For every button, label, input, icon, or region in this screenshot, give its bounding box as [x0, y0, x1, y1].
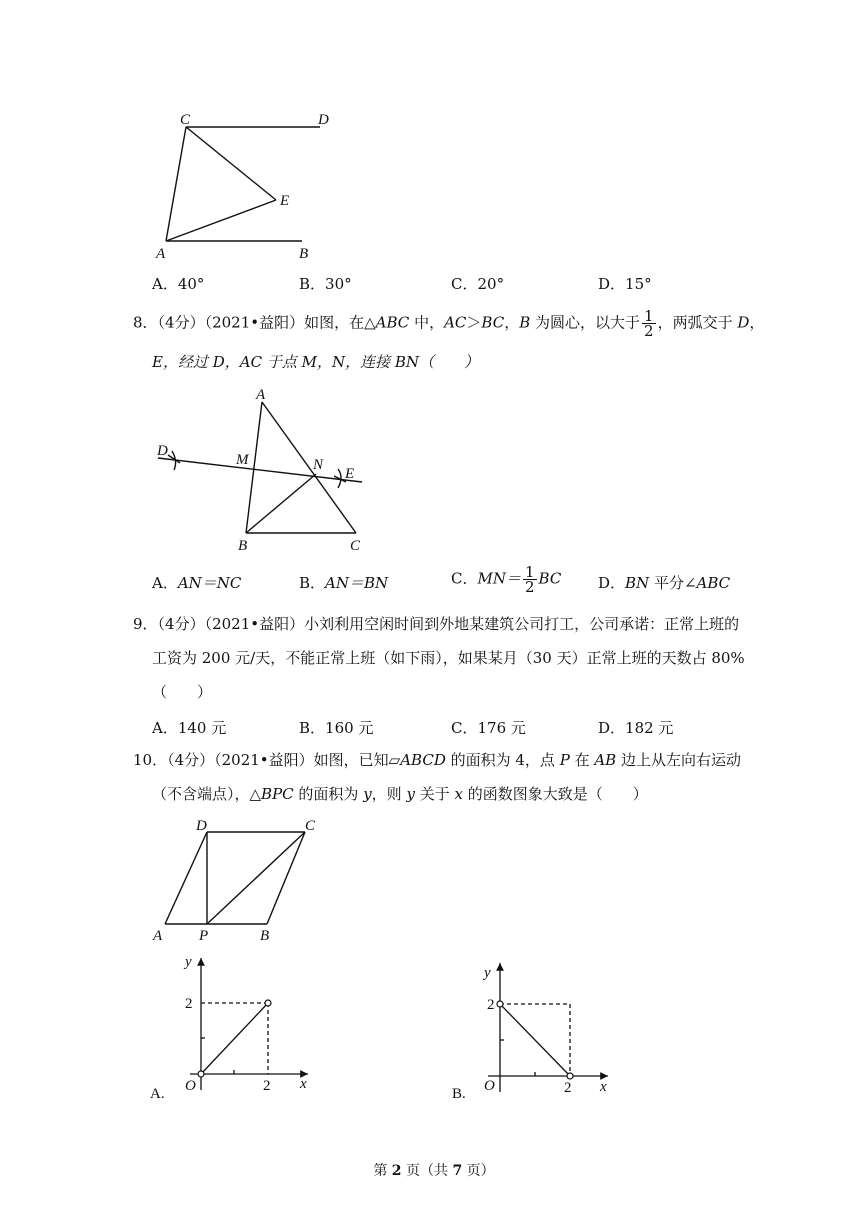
q8-text: 为圆心，以大于	[530, 313, 641, 332]
axis-y-label: y	[484, 965, 491, 981]
q8-abc: ABC	[375, 313, 410, 332]
q10-x: x	[454, 785, 463, 803]
q10-text: 在	[569, 751, 595, 769]
label-E: E	[280, 193, 290, 209]
q8-text: ，	[504, 313, 520, 332]
option-prefix: C．	[451, 569, 478, 588]
q9-option-c: C．176 元	[451, 719, 526, 737]
label-M: M	[236, 452, 249, 468]
label-A: A	[256, 387, 266, 403]
label-B: B	[238, 538, 248, 554]
option-text: AN＝BN	[325, 574, 389, 592]
label-E: E	[345, 466, 355, 482]
q8-text: 中，	[409, 313, 445, 332]
page-footer	[0, 1160, 868, 1180]
option-text: MN＝	[477, 569, 521, 588]
y-tick-2: 2	[487, 997, 495, 1013]
q10-text: 的面积为 4，点	[445, 751, 560, 769]
origin-label: O	[185, 1078, 196, 1094]
q10-bpc: BPC	[261, 785, 294, 803]
frac-numerator: 1	[524, 563, 535, 581]
option-prefix: A．	[152, 574, 178, 592]
q8-line-2: E，经过 D，AC 于点 M，N，连接 BN（ ）	[152, 353, 479, 371]
q8-text: 如图，在△	[304, 313, 376, 332]
label-D: D	[318, 112, 329, 128]
label-A: A	[156, 246, 166, 262]
option-text: ABC	[696, 574, 731, 592]
option-text: BC	[538, 569, 562, 588]
q10-text: 10．（4分）（2021•益阳）如图，已知▱	[133, 751, 401, 769]
label-C: C	[180, 112, 191, 128]
q10-text: 关于	[414, 785, 455, 803]
frac-denominator: 2	[644, 322, 654, 340]
y-tick-2: 2	[185, 996, 193, 1012]
q7-option-d: D．15°	[598, 275, 652, 293]
q10-graph-a	[145, 950, 320, 1105]
q8-option-c	[451, 565, 561, 594]
footer-text: 第	[373, 1163, 392, 1179]
q10-text: 的面积为	[293, 785, 364, 803]
q7-option-c: C．20°	[451, 275, 505, 293]
x-tick-2: 2	[263, 1078, 271, 1094]
q8-meta: （4分）（2021•益阳）	[157, 313, 305, 332]
axis-x-label: x	[600, 1079, 607, 1095]
q8-b: B	[519, 313, 531, 332]
q9-option-a: A．140 元	[152, 719, 227, 737]
footer-text: 页（共	[401, 1163, 453, 1179]
q8-option-b	[299, 572, 388, 593]
label-D: D	[196, 818, 207, 834]
option-prefix: D．	[598, 574, 626, 592]
axis-x-label: x	[300, 1076, 307, 1092]
q8-option-a	[152, 572, 241, 593]
label-D: D	[157, 443, 168, 459]
frac-denominator: 2	[524, 578, 535, 596]
q7-option-b: B．30°	[299, 275, 352, 293]
q10-text: 的函数图象大致是（ ）	[462, 785, 648, 803]
q9-line-1: 9．（4分）（2021•益阳）小刘利用空闲时间到外地某建筑公司打工，公司承诺：正常上班的	[133, 615, 740, 633]
label-B: B	[299, 246, 309, 262]
q9-line-3: （ ）	[152, 683, 213, 701]
option-prefix: B．	[299, 574, 326, 592]
option-label: A.	[150, 1086, 165, 1102]
option-label: B.	[452, 1086, 466, 1102]
q10-text: （不含端点），△	[152, 785, 262, 803]
footer-total-pages: 7	[452, 1163, 463, 1179]
q8-figure	[150, 380, 375, 555]
option-text: 平分∠	[649, 574, 697, 592]
label-P: P	[199, 928, 209, 944]
frac-numerator: 1	[644, 307, 654, 325]
q10-ab: AB	[594, 751, 617, 769]
axis-y-label: y	[185, 954, 192, 970]
q8-line-1	[133, 309, 764, 338]
footer-page-number: 2	[391, 1163, 402, 1179]
option-text: BN	[625, 574, 650, 592]
q8-text: ，两弧交于	[657, 313, 738, 332]
origin-label: O	[484, 1078, 495, 1094]
q10-p: P	[559, 751, 570, 769]
footer-text: 页）	[462, 1163, 495, 1179]
x-tick-2: 2	[564, 1080, 572, 1096]
label-A: A	[153, 928, 163, 944]
q8-number: 8．	[133, 313, 158, 332]
q8-d: D	[737, 313, 750, 332]
q10-y: y	[363, 785, 372, 803]
q10-line-1	[133, 750, 741, 770]
q10-y: y	[406, 785, 415, 803]
q10-text: 边上从左向右运动	[616, 751, 741, 769]
q10-graph-b	[445, 955, 620, 1105]
label-C: C	[305, 818, 316, 834]
label-B: B	[260, 928, 270, 944]
q9-line-2: 工资为 200 元/天，不能正常上班（如下雨），如果某月（30 天）正常上班的天数占 80%	[152, 649, 745, 667]
q8-ac: AC	[444, 313, 467, 332]
q7-option-a: A．40°	[152, 275, 205, 293]
q10-text: ，则	[371, 785, 407, 803]
option-text: AN＝NC	[177, 574, 242, 592]
q9-option-b: B．160 元	[299, 719, 374, 737]
label-N: N	[313, 457, 324, 473]
q8-bc: BC	[481, 313, 505, 332]
q9-option-d: D．182 元	[598, 719, 674, 737]
q10-parallelogram-figure	[145, 810, 330, 945]
q8-option-d	[598, 572, 730, 593]
option-fraction	[523, 565, 537, 594]
q8-gt: ＞	[466, 313, 482, 332]
q8-text: ，	[749, 313, 765, 332]
q7-figure	[150, 105, 350, 265]
q8-fraction	[642, 309, 656, 338]
q10-abcd: ABCD	[400, 751, 446, 769]
label-C: C	[350, 538, 361, 554]
q10-line-2	[152, 784, 648, 804]
